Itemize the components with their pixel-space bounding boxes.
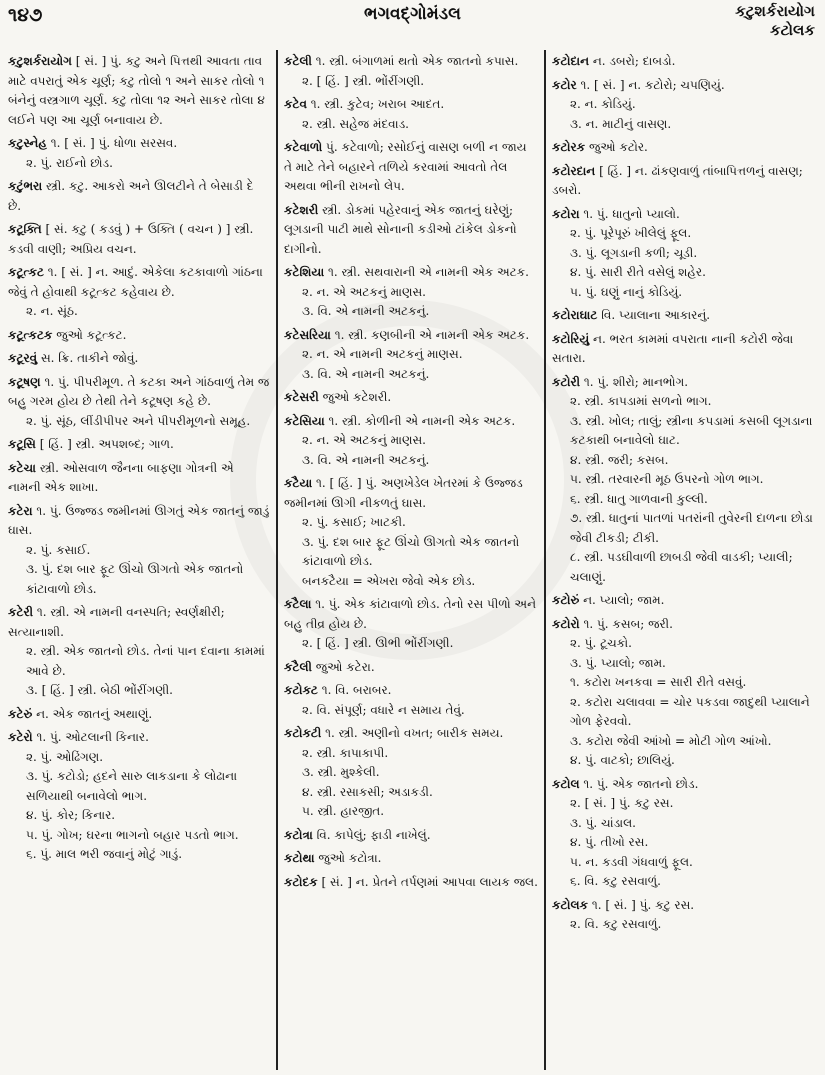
headword: કટૈયા bbox=[284, 476, 313, 490]
sub-sense: ૨. પું. પૂરેપૂરું ખીલેલું ફૂલ. bbox=[570, 226, 692, 240]
sub-sense: ૪. પું. સારી રીતે વસેલું શહેર. bbox=[570, 265, 706, 279]
sub-sense: ૪. પું. કોર; કિનાર. bbox=[26, 808, 116, 822]
column-rule bbox=[544, 50, 546, 1070]
definition: ૧. સ્ત્રી. સથવારાની એ નામની એક અટક. bbox=[324, 265, 529, 279]
headword: કટૂત્કટક bbox=[8, 327, 53, 342]
definition: ૧. પું. કસબ; જરી. bbox=[579, 616, 673, 631]
dictionary-entry bbox=[284, 95, 538, 134]
headword: કટોલ bbox=[552, 776, 580, 791]
sub-sense: ૫. ન. કડવી ગંધવાળું ફૂલ. bbox=[570, 854, 693, 869]
dictionary-entry bbox=[284, 474, 538, 591]
running-title: ભગવદ્ગોમંડલ bbox=[364, 4, 461, 24]
sub-sense: ૨. પું. કસાઈ. bbox=[26, 542, 91, 557]
sub-sense: ૩. પું. પ્યાલો; જામ. bbox=[570, 655, 666, 670]
dictionary-entry bbox=[552, 330, 816, 369]
headword: કટૂત્કટ bbox=[8, 265, 44, 279]
sub-sense: ૩. વિ. એ નામની અટકનું. bbox=[302, 452, 430, 467]
dictionary-entry bbox=[552, 373, 816, 588]
dictionary-entry bbox=[552, 76, 816, 135]
sub-sense: ૧. કટોરા ખનકવા = સારી રીતે વસવું. bbox=[570, 675, 747, 689]
headword: કટોરિયું bbox=[552, 331, 590, 346]
dictionary-entry bbox=[8, 220, 270, 259]
sub-sense: ૨. વિ. કટુ રસવાળું. bbox=[570, 917, 662, 931]
headword: કટોરદાન bbox=[552, 163, 596, 178]
definition: સ. ક્રિ. તાકીને જોવું. bbox=[37, 351, 139, 365]
sub-sense: ૨. ન. એ અટકનું માણસ. bbox=[302, 284, 426, 299]
definition: ૧. સ્ત્રી. કુટેવ; ખરાબ આદત. bbox=[306, 97, 445, 111]
dictionary-entry bbox=[284, 595, 538, 654]
dictionary-entry bbox=[8, 373, 270, 432]
headword: કટેરી bbox=[8, 605, 34, 619]
dictionary-entry bbox=[284, 724, 538, 822]
sub-sense: ૬. વિ. કટુ રસવાળું. bbox=[570, 874, 661, 888]
sub-sense: ૫. પું. ગોખ; ઘરના ભાગનો બહાર પડતો ભાગ. bbox=[26, 827, 239, 842]
headword: કટેસરી bbox=[284, 390, 319, 404]
sub-sense: ૫. સ્ત્રી. હારજીત. bbox=[302, 804, 385, 818]
sub-sense: ૩. [ હિં. ] સ્ત્રી. બેઠી ભોંરીંગણી. bbox=[26, 683, 173, 697]
headword: કટોત્રા bbox=[284, 827, 313, 842]
definition: ૧. પું. ઓટલાની કિનાર. bbox=[32, 730, 149, 744]
page-header bbox=[0, 0, 825, 52]
definition: ન. એક જાતનું અથાણું. bbox=[32, 706, 153, 721]
headword: કટોલક bbox=[552, 897, 589, 912]
dictionary-entry bbox=[284, 263, 538, 322]
definition: [ સં. કટુ ( કડવું ) + ઉક્તિ ( વચન ) ] સ્ત્રી. કડવી વાણી; અપ્રિય વચન. bbox=[8, 222, 254, 256]
sub-sense: ૨. પું. કસાઈ; ખાટકી. bbox=[302, 515, 406, 529]
sub-sense: ૨. પું. ઓઢિંગણ. bbox=[26, 749, 104, 764]
sub-sense: ૩. સ્ત્રી. ખોલ; તાલું; સ્ત્રીના કપડામાં કસબી લૂગડાના કટકાથી બનાવેલો ઘાટ. bbox=[570, 413, 813, 447]
dictionary-entry bbox=[284, 52, 538, 91]
sub-sense: ૪. સ્ત્રી. જરી; કસબ. bbox=[570, 452, 669, 467]
definition: ન. પ્યાલો; જામ. bbox=[579, 593, 665, 607]
dictionary-entry bbox=[552, 775, 816, 892]
headword: કટોરો bbox=[552, 616, 580, 631]
dictionary-entry bbox=[8, 502, 270, 600]
headword: કટેરો bbox=[8, 730, 33, 744]
sub-sense: ૨. સ્ત્રી. સહેજ મંદવાડ. bbox=[302, 116, 409, 131]
sub-sense: ૨. [ સં. ] પું. કટુ રસ. bbox=[570, 796, 674, 810]
sub-sense: ૫. સ્ત્રી. તરવારની મૂઠ ઉપરનો ગોળ ભાગ. bbox=[570, 472, 764, 486]
headword: કટોરક bbox=[552, 140, 586, 154]
sub-sense: ૩. પું. દશ બાર ફૂટ ઊંચો ઊગતો એક જાતનો કાંટાવાળો છોડ. bbox=[302, 534, 520, 568]
sub-sense: ૨. વિ. સંપૂર્ણ; વધારે ન સમાય તેવું. bbox=[302, 702, 465, 717]
dictionary-entry bbox=[8, 705, 270, 725]
sub-sense: ૨. સ્ત્રી. કાપાકાપી. bbox=[302, 745, 389, 760]
definition: ૧. [ સં. ] પું. કટુ રસ. bbox=[588, 897, 695, 912]
headword: કટેવાળો bbox=[284, 140, 323, 154]
definition: [ હિં. ] સ્ત્રી. અપશબ્દ; ગાળ. bbox=[35, 437, 174, 451]
headword: કટેશિયા bbox=[284, 265, 325, 279]
dictionary-entry bbox=[552, 138, 816, 158]
headword: કટેરું bbox=[8, 706, 33, 721]
headword: કટોરાઘાટ bbox=[552, 308, 598, 322]
headword: કટૂસિ bbox=[8, 437, 36, 451]
sub-sense: ૪. સ્ત્રી. રસાકસી; અડાકડી. bbox=[302, 784, 433, 799]
sub-sense: બનકટૈયા = એખરા જેવો એક છોડ. bbox=[302, 573, 476, 588]
definition: ન. ભરત કામમાં વપરાતા નાની કટોરી જેવા સતારા. bbox=[552, 331, 794, 365]
sub-sense: ૨. સ્ત્રી. એક જાતનો છોડ. તેનાં પાન દવાના કામમાં આવે છે. bbox=[26, 644, 265, 678]
headword: કટેચા bbox=[8, 460, 36, 475]
dictionary-entry bbox=[8, 326, 270, 346]
headword: કટૂષણ bbox=[8, 374, 41, 389]
dictionary-entry bbox=[552, 896, 816, 935]
definition: [ સં. ] ન. પ્રેતને તર્પણમાં આપવા લાયક જલ. bbox=[317, 874, 538, 889]
definition: ૧. સ્ત્રી. એ નામની વનસ્પતિ; સ્વર્ણક્ષીરી; સત્યાનાશી. bbox=[8, 605, 225, 639]
definition: જુઓ કટોત્રા. bbox=[314, 851, 382, 865]
dictionary-entry bbox=[552, 615, 816, 771]
sub-sense: ૨. [ હિં. ] સ્ત્રી. ભોંરીંગણી. bbox=[302, 73, 425, 88]
headword: કટૈલી bbox=[284, 659, 312, 674]
column-rule bbox=[276, 50, 278, 1070]
definition: ૧. સ્ત્રી. કોળીની એ નામની એક અટક. bbox=[324, 413, 516, 428]
guide-word-first: કટુશર્કરાયોગ bbox=[735, 2, 815, 20]
headword: કટૂક્તિ bbox=[8, 222, 42, 236]
dictionary-entry bbox=[284, 412, 538, 471]
definition: જુઓ કટૂત્કટ. bbox=[52, 327, 127, 342]
sub-sense: ૩. પું. કટોડો; હદને સારુ લાકડાના કે લોઢાના સળિયાથી બનાવેલો ભાગ. bbox=[26, 769, 238, 803]
dictionary-entry bbox=[552, 52, 816, 72]
sub-sense: ૨. પું. ટૂચકો. bbox=[570, 636, 632, 650]
sub-sense: ૩. ન. માટીનું વાસણ. bbox=[570, 116, 672, 131]
sub-sense: ૨. ન. કોડિયું. bbox=[570, 97, 636, 111]
sub-sense: ૩. પું. દશ બાર ફૂટ ઊંચો ઊગતો એક જાતનો કાંટાવાળો છોડ. bbox=[26, 562, 244, 596]
dictionary-entry bbox=[552, 205, 816, 303]
headword: કટોદક bbox=[284, 874, 318, 889]
dictionary-entry bbox=[8, 263, 270, 322]
sub-sense: ૪. પું. વાટકો; છાલિયું. bbox=[570, 753, 675, 767]
definition: [ હિં. ] ન. ઢાંકણવાળું તાંબાપિત્તળનું વાસણ; ડબરો. bbox=[552, 163, 803, 197]
sub-sense: ૩. પું. લૂગડાની કળી; ચૂડી. bbox=[570, 245, 698, 260]
headword: કટોકટ bbox=[284, 683, 318, 697]
headword: કટોરા bbox=[552, 206, 580, 221]
headword: કટૈલા bbox=[284, 597, 312, 611]
headword: કટેસરિયા bbox=[284, 327, 331, 342]
definition: ૧. પું. પીપરીમૂળ. તે કટકા અને ગાંઠવાળું તેમ જ બહુ ગરમ હોય છે તેથી તેને કટૂષણ કહે છે. bbox=[8, 374, 270, 408]
definition: જુઓ કટેરા. bbox=[311, 659, 375, 674]
headword: કટોરી bbox=[552, 374, 581, 389]
dictionary-entry bbox=[8, 435, 270, 455]
dictionary-entry bbox=[8, 728, 270, 865]
definition: વિ. કાપેલું; ફાડી નાખેલું. bbox=[312, 827, 431, 842]
sub-sense: ૭. સ્ત્રી. ધાતુનાં પાતળાં પતરાંની તુવેરની દાળના છોડા જેવી ટીકડી; ટીકી. bbox=[570, 511, 813, 545]
dictionary-entry bbox=[8, 459, 270, 498]
definition: ૧. પું. ઉજ્જડ જમીનમાં ઊગતું એક જાતનું જાડું ઘાસ. bbox=[8, 503, 270, 537]
headword: કટોર bbox=[552, 77, 577, 92]
dictionary-entry bbox=[284, 826, 538, 846]
dictionary-column-1 bbox=[8, 52, 270, 1067]
definition: ૧. વિ. બરાબર. bbox=[317, 683, 392, 697]
headword: કટેશરી bbox=[284, 202, 319, 217]
definition: સ્ત્રી. ડોકમાં પહેરવાનું એક જાતનું ઘરેણું; લૂગડાની પાટી માથે સોનાની કડીઓ ટાંકેલ ડોકનો દાગીનો. bbox=[284, 202, 517, 256]
dictionary-entry bbox=[284, 201, 538, 260]
definition: ૧. સ્ત્રી. અણીનો વખત; બારીક સમય. bbox=[321, 726, 504, 740]
definition: [ સં. ] પું. કટુ અને પિત્તથી આવતા તાવ માટે વપરાતું એક ચૂર્ણ; કટુ તોલો ૧ અને સાકર તોલો ૧ બંનેનું વસ્ત્રગાળ ચૂર્ણ. કટુ તોલા ૧૨ અને સાકર તોલા ૪ લઈને પણ આ ચૂર્ણ બનાવાય છે. bbox=[8, 54, 265, 127]
dictionary-entry bbox=[552, 306, 816, 326]
definition: સ્ત્રી. ઓસવાળ જૈનના બાફણા ગોત્રની એ નામની એક શાખા. bbox=[8, 460, 234, 494]
headword: કટુસ્નેહ bbox=[8, 136, 47, 150]
headword: કટોકટી bbox=[284, 726, 322, 740]
guide-word-last: કટોલક bbox=[769, 21, 815, 39]
guide-words bbox=[735, 2, 815, 40]
dictionary-entry bbox=[284, 138, 538, 197]
sub-sense: ૪. પું. તીખો રસ. bbox=[570, 835, 649, 849]
definition: જુઓ કટેશરી. bbox=[318, 390, 392, 404]
sub-sense: ૨. ન. સૂંઠ. bbox=[26, 304, 78, 318]
sub-sense: ૨. સ્ત્રી. કાપડામાં સળનો ભાગ. bbox=[570, 394, 712, 408]
definition: સ્ત્રી. કટુ. આકરો અને ઊલટીને તે બેસાડી દે છે. bbox=[8, 179, 254, 213]
dictionary-entry bbox=[8, 52, 270, 130]
dictionary-entry bbox=[552, 162, 816, 201]
headword: કટેસિયા bbox=[284, 413, 325, 428]
headword: કટેરા bbox=[8, 503, 33, 518]
sub-sense: ૬. સ્ત્રી. ધાતુ ગાળવાની કુલ્લી. bbox=[570, 491, 708, 506]
dictionary-entry bbox=[552, 591, 816, 611]
sub-sense: ૩. કટોરા જેવી આંખો = મોટી ગોળ આંખો. bbox=[570, 733, 772, 748]
dictionary-entry bbox=[8, 134, 270, 173]
definition: ૧. [ સં. ] પું. ધોળા સરસવ. bbox=[46, 136, 178, 150]
headword: કટોદાન bbox=[552, 54, 590, 68]
sub-sense: ૨. કટોરા ચલાવવા = ચોર પકડવા જાદુથી પ્યાલાને ગોળ ફેરવવો. bbox=[570, 694, 810, 728]
sub-sense: ૫. પું. ઘણું નાનું કોડિયું. bbox=[570, 284, 683, 299]
headword: કટૂરવું bbox=[8, 351, 38, 365]
definition: ૧. [ સં. ] ન. આદું. એકેલા કટકાવાળો ગાંઠના જેવું તે હોવાથી કટૂત્કટ કહેવાય છે. bbox=[8, 265, 263, 299]
definition: ૧. પું. એક જાતનો છોડ. bbox=[579, 776, 699, 791]
headword: કટુંભરા bbox=[8, 179, 43, 193]
sub-sense: ૩. સ્ત્રી. મુશ્કેલી. bbox=[302, 765, 380, 779]
definition: ન. ડબરો; દાબડો. bbox=[589, 54, 676, 68]
definition: ૧. [ હિં. ] પું. અણખેડેલ ખેતરમાં કે ઉજ્જડ જમીનમાં ઊગી નીકળતું ઘાસ. bbox=[284, 476, 523, 510]
dictionary-entry bbox=[8, 177, 270, 216]
definition: પું. કટેવાળો; રસોઈનું વાસણ બળી ન જાય તે માટે તેને બહારને તળિયે કરવામાં આવતો તેલ અથવા ભીની રાખનો લેપ. bbox=[284, 140, 527, 193]
sub-sense: ૨. ન. એ નામની અટકનું માણસ. bbox=[302, 347, 463, 361]
dictionary-entry bbox=[284, 658, 538, 678]
headword: કટેવ bbox=[284, 97, 307, 111]
headword: કટોથા bbox=[284, 851, 315, 865]
headword: કટોરું bbox=[552, 593, 580, 607]
sub-sense: ૨. [ હિં. ] સ્ત્રી. ઊભી ભોંરીંગણી. bbox=[302, 636, 454, 650]
dictionary-column-2 bbox=[284, 52, 538, 1067]
headword: કટુશર્કરાયોગ bbox=[8, 54, 72, 68]
dictionary-entry bbox=[284, 873, 538, 893]
dictionary-column-3 bbox=[552, 52, 816, 1067]
dictionary-entry bbox=[284, 849, 538, 869]
sub-sense: ૩. વિ. એ નામની અટકનું. bbox=[302, 304, 430, 318]
sub-sense: ૩. વિ. એ નામની અટકનું. bbox=[302, 366, 430, 381]
definition: ૧. પું. ધાતુનો પ્યાલો. bbox=[579, 206, 680, 221]
dictionary-entry bbox=[284, 326, 538, 385]
dictionary-entry bbox=[284, 388, 538, 408]
sub-sense: ૨. પું. સૂંઠ, લીંડીપીપર અને પીપરીમૂળનો સમૂહ. bbox=[26, 413, 251, 428]
dictionary-entry bbox=[284, 681, 538, 720]
definition: ૧. સ્ત્રી. બંગાળમાં થતો એક જાતનો કપાસ. bbox=[311, 54, 519, 68]
definition: ૧. સ્ત્રી. કણબીની એ નામની એક અટક. bbox=[330, 327, 530, 342]
sub-sense: ૨. પું. રાઈનો છોડ. bbox=[26, 155, 113, 170]
dictionary-entry bbox=[8, 349, 270, 369]
sub-sense: ૮. સ્ત્રી. પડઘીવાળી છાબડી જેવી વાડકી; પ્યાલી; ચલાણું. bbox=[570, 550, 793, 584]
sub-sense: ૨. ન. એ અટકનું માણસ. bbox=[302, 433, 426, 447]
dictionary-entry bbox=[8, 603, 270, 701]
definition: ૧. [ સં. ] ન. કટોરો; ચપણિયું. bbox=[576, 77, 725, 92]
definition: વિ. પ્યાલાના આકારનું. bbox=[597, 308, 711, 322]
definition: ૧. પું. એક કાંટાવાળો છોડ. તેનો રસ પીળો અને બહુ તીવ્ર હોય છે. bbox=[284, 597, 537, 631]
definition: જુઓ કટોર. bbox=[585, 140, 648, 154]
headword: કટેલી bbox=[284, 54, 312, 68]
sub-sense: ૬. પું. માલ ભરી જવાનું મોટું ગાડું. bbox=[26, 847, 183, 861]
sub-sense: ૩. પું. ચાંડાલ. bbox=[570, 815, 636, 830]
definition: ૧. પું. શીરો; માનભોગ. bbox=[580, 374, 689, 389]
page-number: ૧૪૭ bbox=[8, 4, 43, 26]
